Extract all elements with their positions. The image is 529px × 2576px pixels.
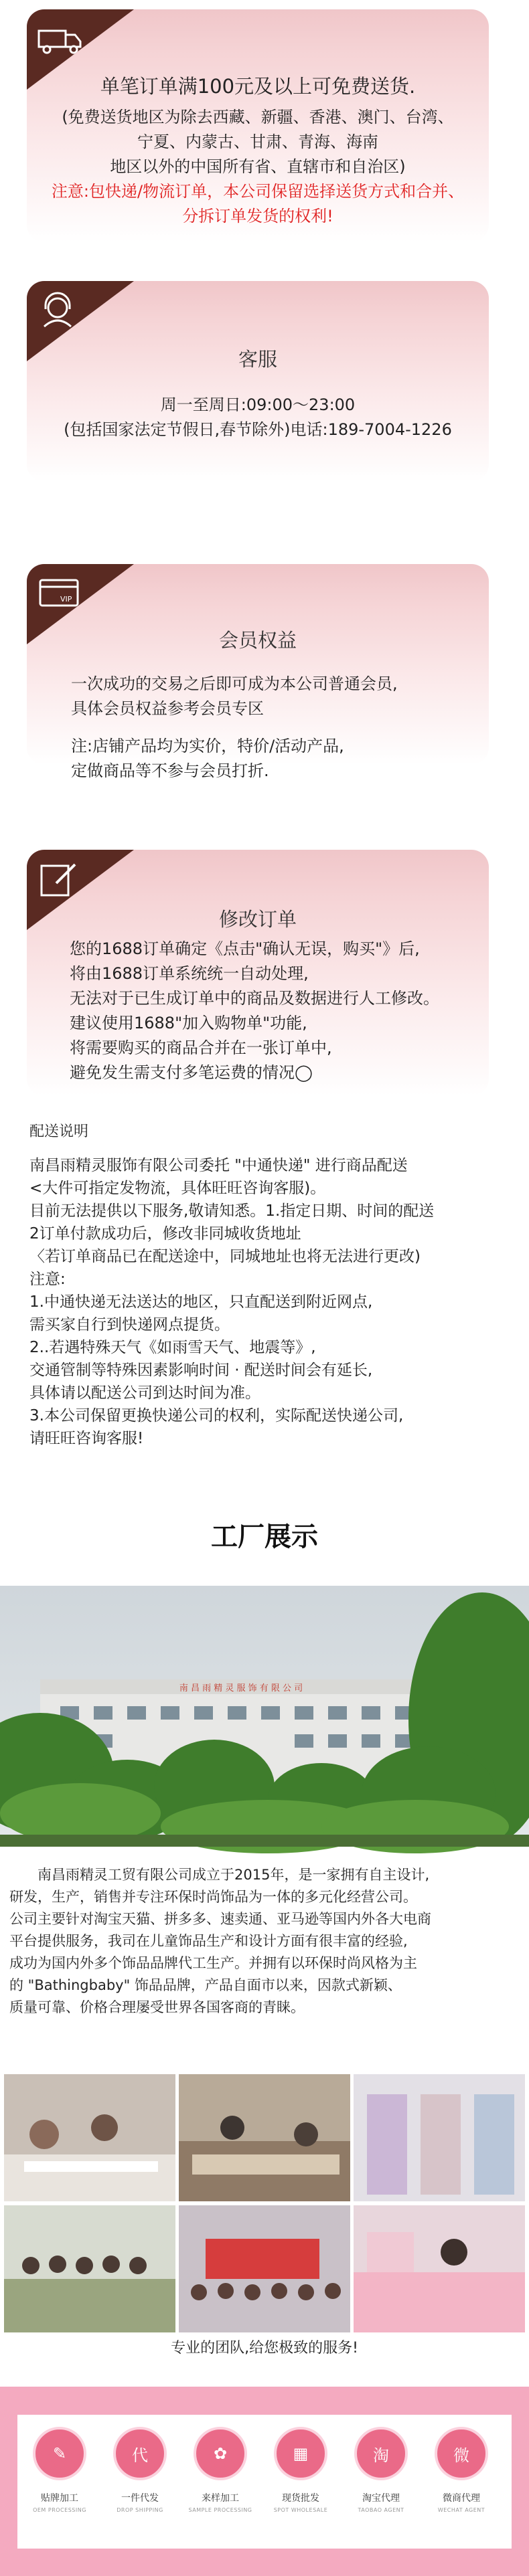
- intro-line: 的 "Bathingbaby" 饰品品牌，产品自面市以来，因款式新颖、: [9, 1977, 402, 1993]
- delivery-line: 目前无法提供以下服务,敬请知悉。1.指定日期、时间的配送: [29, 1202, 435, 1220]
- tag-icon: ✎: [33, 2427, 86, 2480]
- workshop-photo: [179, 2074, 350, 2201]
- delivery-heading: 配送说明: [29, 1123, 89, 1140]
- modify-order-title: 修改订单: [218, 908, 297, 931]
- shipping-note-3: 地区以外的中国所有省、直辖市和自治区): [110, 157, 406, 176]
- service-drop-shipping[interactable]: [106, 2427, 174, 2513]
- wechat-icon: 微: [435, 2427, 488, 2480]
- member-line-1: 一次成功的交易之后即可成为本公司普通会员,: [71, 674, 398, 693]
- factory-building-photo: [0, 1586, 529, 1847]
- member-note-1: 注:店铺产品均为实价，特价/活动产品,: [71, 737, 344, 755]
- headset-icon: [36, 288, 90, 335]
- service-label-en: DROP SHIPPING: [117, 2507, 163, 2513]
- service-taobao-agent[interactable]: [347, 2427, 415, 2513]
- intro-line: 平台提供服务，我司在儿童饰品生产和设计方面有很丰富的经验,: [9, 1933, 408, 1949]
- delivery-line: 请旺旺咨询客服!: [29, 1430, 144, 1447]
- service-label: 微商代理: [443, 2493, 480, 2504]
- service-phone: (包括国家法定节假日,春节除外)电话:189-7004-1226: [64, 420, 452, 439]
- modify-order-card: [27, 850, 489, 1096]
- delivery-line: 注意:: [29, 1271, 66, 1288]
- modify-line-3: 无法对于已生成订单中的商品及数据进行人工修改。: [70, 989, 439, 1008]
- service-label: 淘宝代理: [362, 2493, 400, 2504]
- company-introduction: [9, 1864, 520, 2019]
- truck-icon: [36, 16, 90, 63]
- dropship-icon: 代: [113, 2427, 167, 2480]
- service-label-en: SPOT WHOLESALE: [273, 2507, 328, 2513]
- shipping-note-1: (免费送货地区为除去西藏、新疆、香港、澳门、台湾、: [62, 108, 454, 126]
- edit-icon: [36, 856, 90, 903]
- gear-icon: ✿: [194, 2427, 247, 2480]
- vip-card-icon: [36, 571, 90, 618]
- shipping-note-2: 宁夏、内蒙古、甘肃、青海、海南: [137, 132, 378, 151]
- member-benefits-title: 会员权益: [218, 629, 297, 652]
- delivery-line: <大件可指定发物流，具体旺旺咨询客服)。: [29, 1180, 326, 1197]
- service-label-en: OEM PROCESSING: [33, 2507, 86, 2513]
- workshop-photo: [4, 2074, 175, 2201]
- modify-line-2: 将由1688订单系统统一自动处理,: [70, 964, 309, 983]
- intro-line: 公司主要针对淘宝天猫、拼多多、速卖通、亚马逊等国内外各大电商: [9, 1911, 431, 1927]
- delivery-line: 具体请以配送公司到达时间为准。: [29, 1384, 260, 1402]
- service-oem[interactable]: [25, 2427, 94, 2513]
- delivery-line: 〈若订单商品已在配送途中，同城地址也将无法进行更改): [29, 1248, 421, 1265]
- shipping-card: [27, 9, 489, 242]
- warehouse-photo: [354, 2074, 525, 2201]
- delivery-line: 3.本公司保留更换快递公司的权利，实际配送快递公司,: [29, 1407, 404, 1424]
- clipboard-icon: ▦: [274, 2427, 327, 2480]
- delivery-line: 2..若遇特殊天气《如雨雪天气、地震等》,: [29, 1339, 316, 1356]
- service-spot-wholesale[interactable]: [267, 2427, 335, 2513]
- taobao-icon: 淘: [354, 2427, 408, 2480]
- service-label: 贴牌加工: [41, 2493, 78, 2504]
- delivery-line: 1.中通快递无法送达的地区，只直配送到附近网点,: [29, 1293, 373, 1311]
- member-benefits-card: [27, 564, 489, 780]
- svg-text:VIP: VIP: [60, 595, 72, 604]
- service-label: 一件代发: [121, 2493, 159, 2504]
- shipping-main-line: 单笔订单满100元及以上可免费送货.: [100, 75, 416, 98]
- service-label-en: TAOBAO AGENT: [358, 2507, 404, 2513]
- modify-line-6: 避免发生需支付多笔运费的情况◯: [70, 1063, 313, 1082]
- service-label-en: WECHAT AGENT: [437, 2507, 485, 2513]
- delivery-line: 需买家自行到快递网点提货。: [29, 1316, 230, 1333]
- team-caption: 专业的团队,给您极致的服务!: [171, 2340, 358, 2357]
- intro-line: 南昌雨精灵工贸有限公司成立于2015年，是一家拥有自主设计,: [9, 1867, 430, 1883]
- delivery-line: 交通管制等特殊因素影响时间 · 配送时间会有延长,: [29, 1362, 373, 1379]
- delivery-notes: [29, 1121, 498, 1450]
- shipping-warning-2: 分拆订单发货的权利!: [182, 207, 333, 225]
- team-photo: [179, 2205, 350, 2332]
- modify-line-4: 建议使用1688"加入购物单"功能,: [70, 1014, 307, 1032]
- delivery-line: 南昌雨精灵服饰有限公司委托 "中通快递" 进行商品配送: [29, 1157, 408, 1174]
- intro-line: 质量可靠、价格合理屡受世界各国客商的青睐。: [9, 1999, 305, 2015]
- shipping-warning-1: 注意:包快递/物流订单，本公司保留选择送货方式和合并、: [51, 182, 465, 201]
- intro-line: 研发，生产，销售并专注环保时尚饰品为一体的多元化经营公司。: [9, 1889, 417, 1905]
- member-line-2: 具体会员权益参考会员专区: [71, 699, 264, 718]
- factory-sign: 南 昌 雨 精 灵 服 饰 有 限 公 司: [179, 1683, 303, 1693]
- factory-section-title: 工厂展示: [211, 1522, 318, 1552]
- service-hours: 周一至周日:09:00～23:00: [160, 395, 356, 414]
- intro-line: 成功为国内外多个饰品品牌代工生产。并拥有以环保时尚风格为主: [9, 1955, 417, 1971]
- services-band: [0, 2387, 529, 2576]
- service-label: 来样加工: [202, 2493, 239, 2504]
- member-note-2: 定做商品等不参与会员打折.: [71, 761, 269, 780]
- delivery-line: 2订单付款成功后，修改非同城收货地址: [29, 1225, 301, 1243]
- modify-line-1: 您的1688订单确定《点击"确认无误，购买"》后,: [70, 939, 420, 958]
- customer-service-title: 客服: [238, 348, 277, 371]
- service-sample-processing[interactable]: [186, 2427, 254, 2513]
- service-label-en: SAMPLE PROCESSING: [188, 2507, 252, 2513]
- service-label: 现货批发: [282, 2493, 319, 2504]
- services-panel: [17, 2415, 512, 2549]
- team-photo: [4, 2205, 175, 2332]
- modify-line-5: 将需要购买的商品合并在一张订单中,: [70, 1038, 332, 1057]
- service-wechat-agent[interactable]: [427, 2427, 496, 2513]
- workshop-photo: [354, 2205, 525, 2332]
- customer-service-card: [27, 281, 489, 482]
